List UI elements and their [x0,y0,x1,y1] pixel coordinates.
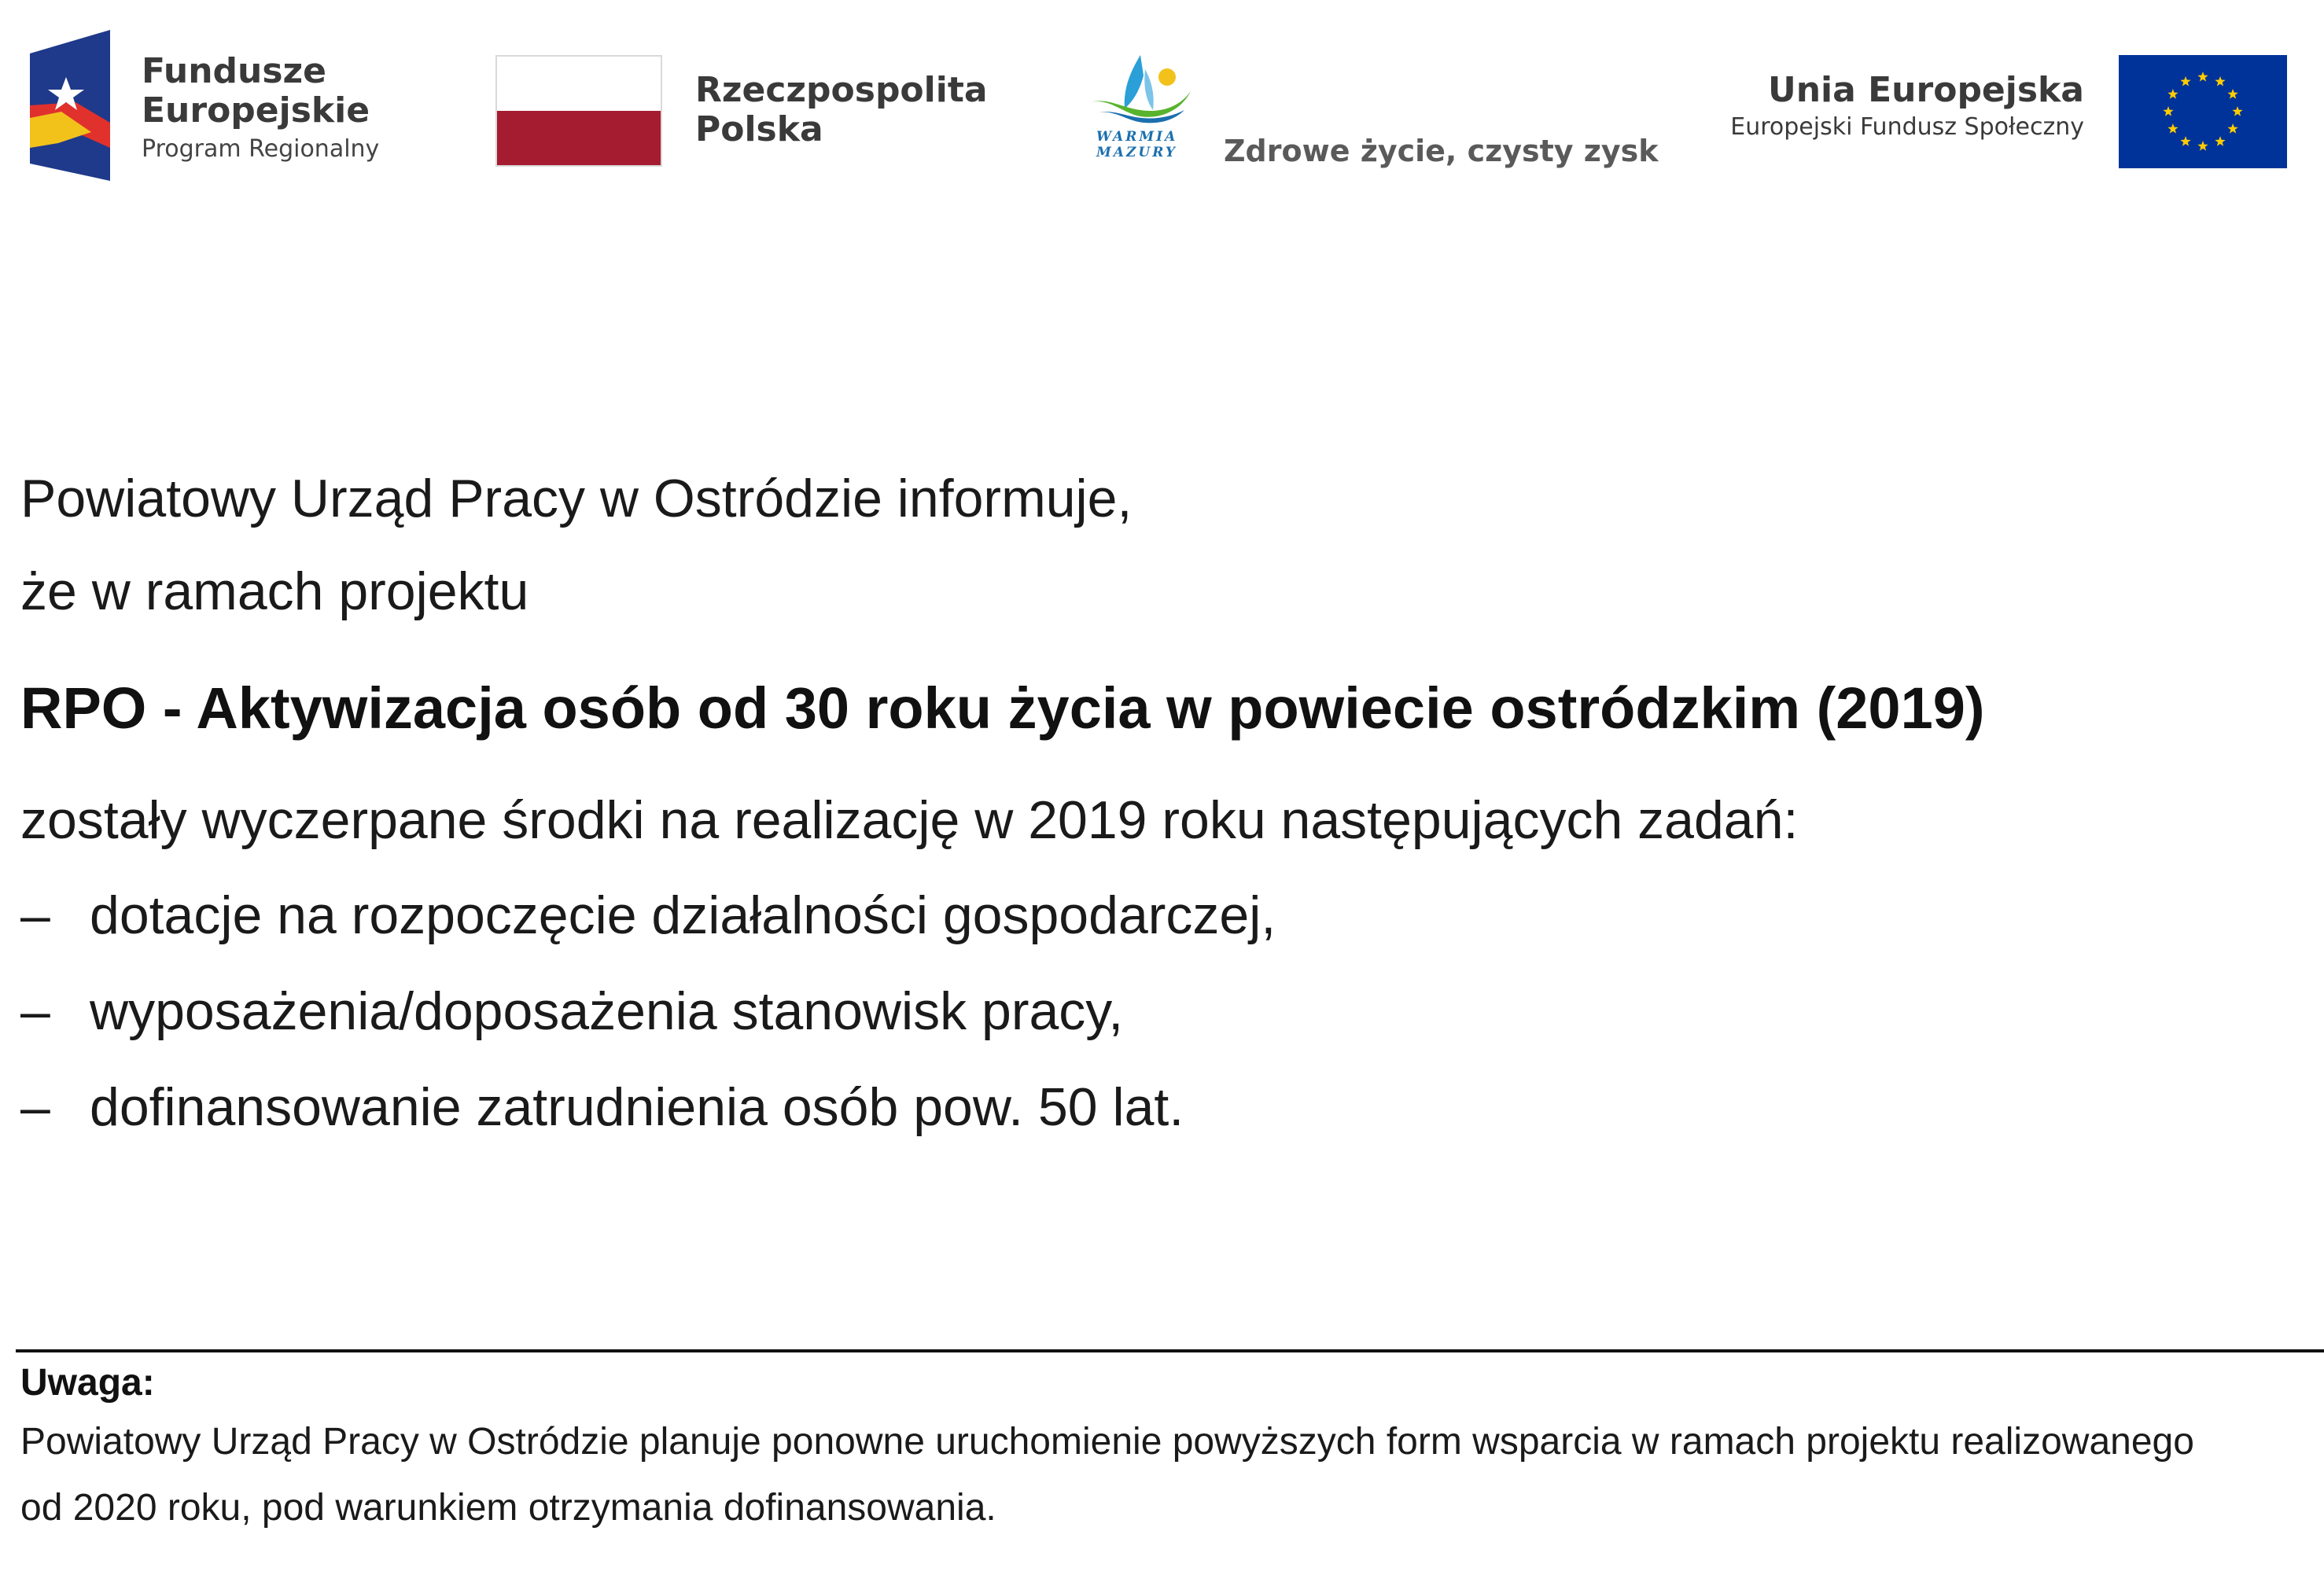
task-list [20,867,2285,1155]
warmia-mazury-emblem-icon [1085,53,1203,132]
tasks-intro: zostały wyczerpane środki na realizację w 2019 roku następujących zadań: [20,790,1799,850]
eu-star-icon [2167,123,2178,134]
fundusze-europejskie-emblem-icon [30,30,116,181]
project-title: RPO - Aktywizacja osób od 30 roku życia w powiecie ostródzkim (2019) [20,675,1985,741]
rp-line2: Polska [695,109,823,149]
fe-subtitle: Program Regionalny [142,135,380,163]
dash-bullet-icon: – [20,1077,50,1137]
polish-flag-icon [495,55,662,167]
fe-title-line2: Europejskie [142,90,370,131]
note-text: Powiatowy Urząd Pracy w Ostródzie planuje ponowne uruchomienie powyższych form wsparcia w ramach projektu realizowanego od 2020 roku, pod warunkiem otrzymania dofinansowania. [20,1421,2194,1529]
note-section [20,1357,2285,1541]
task-item [20,963,2285,1059]
task-item [20,1059,2285,1155]
fundusze-europejskie-logo [30,30,400,183]
eu-star-icon [2197,72,2208,82]
task-item [20,867,2285,963]
fe-title-line1: Fundusze [142,51,326,91]
intro-line-1: Powiatowy Urząd Pracy w Ostródzie informuje, [20,469,1133,528]
rzeczpospolita-polska-logo [495,55,999,173]
eu-star-icon [2163,106,2173,116]
eu-star-icon [2180,136,2190,146]
ue-subtitle: Europejski Fundusz Społeczny [1730,113,2084,141]
dash-bullet-icon: – [20,981,50,1041]
fundusze-europejskie-text [142,52,379,165]
eu-star-icon [2227,89,2237,99]
eu-star-icon [2227,123,2237,134]
eu-star-icon [2215,76,2225,86]
eu-stars-icon [2119,55,2287,168]
task-text: dofinansowanie zatrudnienia osób pow. 50 lat. [90,1077,1184,1137]
eu-star-icon [2232,106,2242,116]
note-label: Uwaga: [20,1362,155,1404]
logo-bar [0,0,2324,204]
warmia-mazury-wordmark [1096,129,1177,160]
task-text: wyposażenia/doposażenia stanowisk pracy, [90,981,1124,1041]
rzeczpospolita-text [695,71,988,149]
eu-star-icon [2197,141,2208,151]
note-divider [16,1349,2324,1352]
unia-europejska-text [1730,69,2084,143]
eu-flag-icon [2119,55,2287,168]
eu-star-icon [2215,136,2225,146]
dash-bullet-icon: – [20,885,50,945]
intro-line-2: że w ramach projektu [20,561,529,621]
warmia-mazury-slogan: Zdrowe życie, czysty zysk [1224,134,1659,168]
warmia-mazury-logo [1085,53,1659,179]
task-text: dotacje na rozpoczęcie działalności gospodarczej, [90,885,1276,945]
eu-star-icon [2180,76,2190,86]
wm-line1: WARMIA [1096,129,1178,145]
unia-europejska-logo [1714,55,2296,173]
rp-line1: Rzeczpospolita [695,70,988,110]
announcement-content [20,452,2285,1155]
eu-star-icon [2167,89,2178,99]
wm-line2: MAZURY [1096,145,1177,160]
ue-title: Unia Europejska [1767,70,2084,110]
